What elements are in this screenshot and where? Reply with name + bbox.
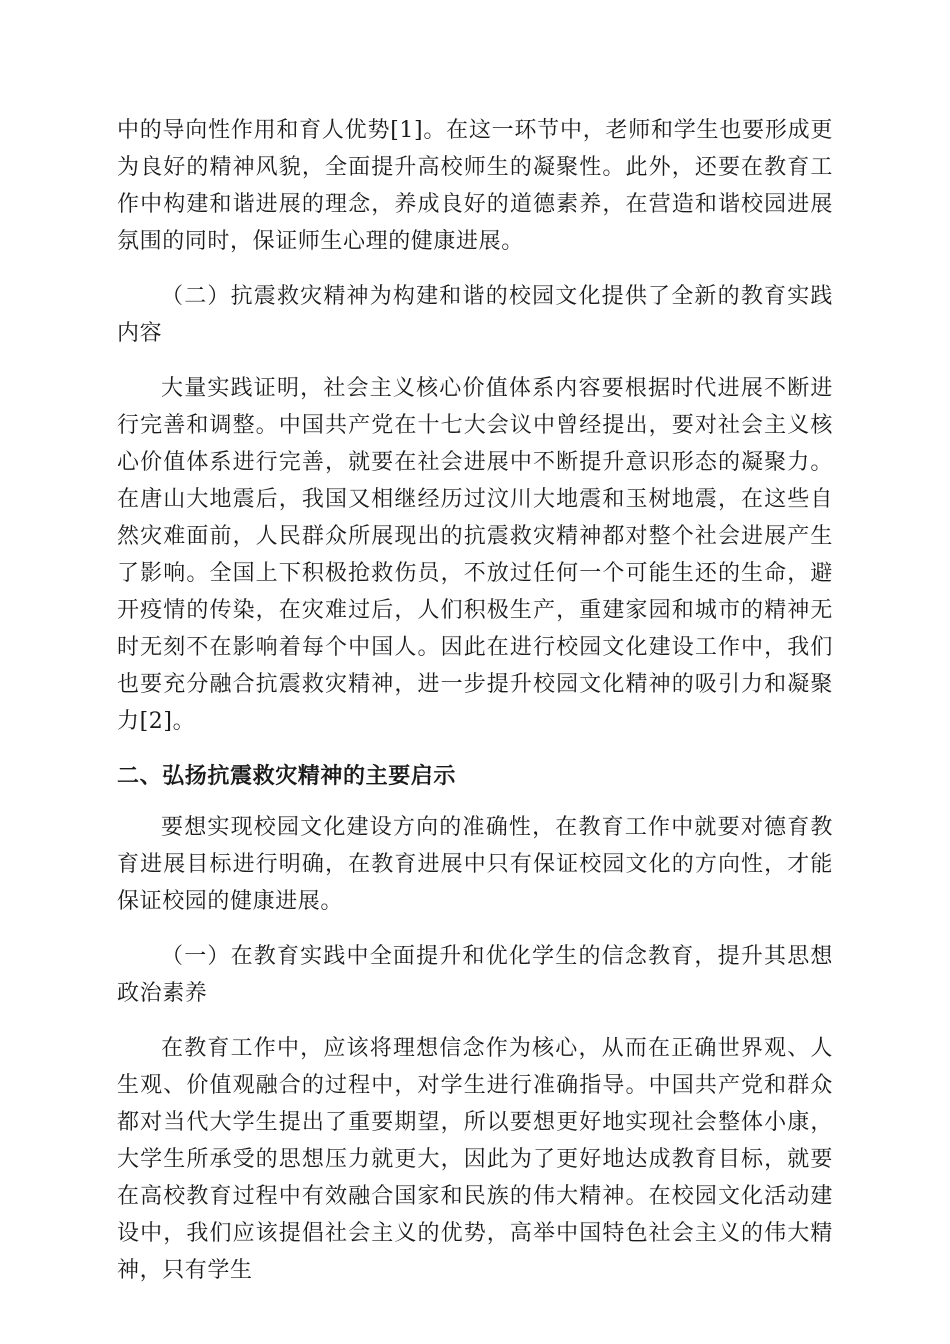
paragraph-continuation: 中的导向性作用和育人优势[1]。在这一环节中，老师和学生也要形成更为良好的精神风貌，全面提升高校师生的凝聚性。此外，还要在教育工作中构建和谐进展的理念，养成良好的道德素养，在营造和谐校园进展氛围的同时，保证师生心理的健康进展。 [117,118,833,254]
paragraph-campus-culture-direction: 要想实现校园文化建设方向的准确性，在教育工作中就要对德育教育进展目标进行明确，在教育进展中只有保证校园文化的方向性，才能保证校园的健康进展。 [117,815,833,914]
document-page [117,112,833,1307]
paragraph-ideals-education: 在教育工作中，应该将理想信念作为核心，从而在正确世界观、人生观、价值观融合的过程中，对学生进行准确指导。中国共产党和群众都对当代大学生提出了重要期望，所以要想更好地实现社会整体小康，大学生所承受的思想压力就更大，因此为了更好地达成教育目标，就要在高校教育过程中有效融合国家和民族的伟大精神。在校园文化活动建设中，我们应该提倡社会主义的优势，高举中国特色社会主义的伟大精神，只有学生 [117,1036,833,1283]
subsection-heading-1: （一）在教育实践中全面提升和优化学生的信念教育，提升其思想政治素养 [117,944,833,1006]
section-heading-2: 二、弘扬抗震救灾精神的主要启示 [117,764,457,789]
paragraph-practice-proof: 大量实践证明，社会主义核心价值体系内容要根据时代进展不断进行完善和调整。中国共产党在十七大会议中曾经提出，要对社会主义核心价值体系进行完善，就要在社会进展中不断提升意识形态的凝聚力。在唐山大地震后，我国又相继经历过汶川大地震和玉树地震，在这些自然灾难面前，人民群众所展现出的抗震救灾精神都对整个社会进展产生了影响。全国上下积极抢救伤员，不放过任何一个可能生还的生命，避开疫情的传染，在灾难过后，人们积极生产，重建家园和城市的精神无时无刻不在影响着每个中国人。因此在进行校园文化建设工作中，我们也要充分融合抗震救灾精神，进一步提升校园文化精神的吸引力和凝聚力[2]。 [117,376,833,734]
subsection-heading-2: （二）抗震救灾精神为构建和谐的校园文化提供了全新的教育实践内容 [117,284,833,346]
